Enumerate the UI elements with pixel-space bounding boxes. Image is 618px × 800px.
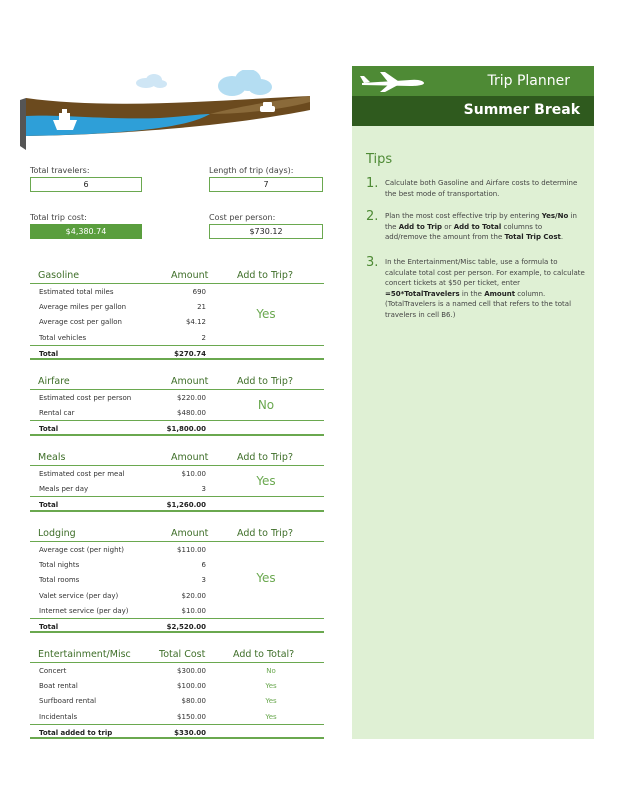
add-to-total-value[interactable]: Yes bbox=[265, 697, 277, 706]
tip-text: Calculate both Gasoline and Airfare costs to determine the best mode of transportation. bbox=[385, 179, 578, 198]
row-amount[interactable]: 6 bbox=[201, 561, 206, 570]
row-amount[interactable]: 2 bbox=[201, 333, 206, 342]
row-amount[interactable]: $100.00 bbox=[177, 682, 206, 691]
trip-length-label: Length of trip (days): bbox=[209, 166, 294, 175]
tip-number: 2. bbox=[366, 209, 379, 224]
row-label: Valet service (per day) bbox=[39, 591, 119, 600]
add-to-total-value[interactable]: Yes bbox=[265, 682, 277, 691]
table-header bbox=[30, 647, 324, 663]
total-row bbox=[30, 345, 324, 360]
cost-per-person-label: Cost per person: bbox=[209, 213, 276, 222]
table-title: Meals bbox=[38, 452, 66, 463]
table-header bbox=[30, 268, 324, 284]
total-label: Total bbox=[39, 622, 59, 631]
row-amount[interactable]: $10.00 bbox=[181, 606, 206, 615]
tip-text: Plan the most cost effective trip by entering Yes/No in the Add to Trip or Add to Total columns to add/remove the amount from the Total Trip Cost. bbox=[385, 212, 577, 241]
row-amount[interactable]: $150.00 bbox=[177, 712, 206, 721]
page-title: Trip Planner bbox=[487, 73, 570, 89]
row-amount[interactable]: 690 bbox=[192, 288, 206, 296]
tip-number: 3. bbox=[366, 255, 379, 270]
amount-header: Amount bbox=[171, 528, 209, 539]
total-cost-value: $4,380.74 bbox=[30, 224, 142, 239]
total-row bbox=[30, 618, 324, 633]
add-header: Add to Trip? bbox=[237, 528, 293, 539]
gasoline-table bbox=[30, 268, 324, 360]
row-label: Estimated cost per person bbox=[39, 394, 132, 402]
row-label: Total rooms bbox=[39, 576, 80, 585]
row-amount[interactable]: 21 bbox=[197, 303, 206, 312]
amount-header: Amount bbox=[171, 270, 209, 281]
table-row bbox=[30, 709, 324, 724]
table-header bbox=[30, 450, 324, 466]
row-amount[interactable]: $10.00 bbox=[181, 470, 206, 478]
table-row bbox=[30, 284, 324, 299]
add-to-total-value[interactable]: Yes bbox=[265, 712, 277, 721]
total-travelers-label: Total travelers: bbox=[30, 166, 90, 175]
table-row bbox=[30, 678, 324, 693]
row-amount[interactable]: $220.00 bbox=[177, 394, 206, 402]
table-row bbox=[30, 693, 324, 708]
table-row bbox=[30, 330, 324, 345]
total-label: Total bbox=[39, 425, 59, 434]
add-to-total-value[interactable]: No bbox=[266, 667, 276, 675]
row-label: Average miles per gallon bbox=[39, 303, 127, 312]
total-label: Total bbox=[39, 349, 59, 358]
row-label: Rental car bbox=[39, 409, 75, 418]
table-title: Airfare bbox=[38, 376, 70, 387]
row-label: Meals per day bbox=[39, 485, 89, 494]
meals-table bbox=[30, 450, 324, 512]
table-title: Gasoline bbox=[38, 270, 80, 281]
table-row bbox=[30, 588, 324, 603]
row-label: Surfboard rental bbox=[39, 697, 97, 706]
amount-header: Total Cost bbox=[159, 649, 206, 660]
row-amount[interactable]: $300.00 bbox=[177, 667, 206, 675]
row-amount[interactable]: $110.00 bbox=[177, 546, 206, 554]
row-label: Incidentals bbox=[39, 712, 78, 721]
total-row bbox=[30, 496, 324, 511]
total-amount: $2,520.00 bbox=[166, 622, 206, 631]
entertainment-table bbox=[30, 647, 324, 739]
row-amount[interactable]: $80.00 bbox=[181, 697, 206, 706]
total-travelers-field[interactable]: 6 bbox=[30, 177, 142, 192]
amount-header: Amount bbox=[171, 376, 209, 387]
add-header: Add to Trip? bbox=[237, 376, 293, 387]
banner-illustration bbox=[20, 70, 315, 150]
cloud-icon bbox=[218, 70, 272, 96]
cloud-icon bbox=[136, 74, 167, 88]
add-to-trip-value[interactable]: Yes bbox=[256, 307, 276, 321]
add-to-trip-value[interactable]: Yes bbox=[256, 474, 276, 488]
table-title: Entertainment/Misc bbox=[38, 649, 131, 660]
total-amount: $330.00 bbox=[174, 728, 206, 737]
table-row bbox=[30, 663, 324, 678]
total-cost-label: Total trip cost: bbox=[30, 213, 87, 222]
total-label: Total bbox=[39, 501, 59, 510]
cost-per-person-value: $730.12 bbox=[209, 224, 323, 239]
row-label: Total nights bbox=[39, 561, 80, 570]
amount-header: Amount bbox=[171, 452, 209, 463]
add-to-trip-value[interactable]: Yes bbox=[256, 571, 276, 585]
tip-text: In the Entertainment/Misc table, use a formula to calculate total cost per person. For example, to calculate concert tickets at $50 per ticket, enter =50*TotalTravelers in the Amount column. (TotalTravelers is a named cell that refers to the total travelers in cell B6.) bbox=[385, 258, 585, 319]
add-header: Add to Trip? bbox=[237, 270, 293, 281]
total-row bbox=[30, 724, 324, 739]
table-header bbox=[30, 526, 324, 542]
airplane-icon bbox=[358, 71, 426, 93]
airfare-table bbox=[30, 374, 324, 436]
row-label: Average cost (per night) bbox=[39, 546, 125, 554]
table-header bbox=[30, 374, 324, 390]
add-to-trip-value[interactable]: No bbox=[257, 398, 275, 412]
row-label: Concert bbox=[39, 667, 67, 675]
row-label: Average cost per gallon bbox=[39, 318, 122, 327]
trip-length-field[interactable]: 7 bbox=[209, 177, 323, 192]
total-label: Total added to trip bbox=[39, 728, 113, 737]
table-row bbox=[30, 542, 324, 557]
add-header: Add to Total? bbox=[233, 649, 295, 660]
total-amount: $270.74 bbox=[174, 349, 206, 358]
row-amount[interactable]: 3 bbox=[201, 576, 206, 585]
tips-heading: Tips bbox=[366, 152, 393, 167]
total-amount: $1,800.00 bbox=[166, 425, 206, 434]
row-amount[interactable]: $20.00 bbox=[181, 591, 206, 600]
total-amount: $1,260.00 bbox=[166, 501, 206, 510]
row-label: Boat rental bbox=[39, 682, 78, 691]
lodging-table bbox=[30, 526, 324, 633]
row-label: Estimated cost per meal bbox=[39, 470, 125, 478]
tips-sidebar bbox=[352, 66, 594, 739]
row-label: Estimated total miles bbox=[39, 288, 114, 296]
total-row bbox=[30, 420, 324, 435]
row-amount[interactable]: $4.12 bbox=[185, 318, 206, 327]
row-amount[interactable]: $480.00 bbox=[177, 409, 206, 418]
row-label: Total vehicles bbox=[39, 333, 87, 342]
add-header: Add to Trip? bbox=[237, 452, 293, 463]
tip-number: 1. bbox=[366, 176, 379, 191]
table-title: Lodging bbox=[38, 528, 76, 539]
row-amount[interactable]: 3 bbox=[201, 485, 206, 494]
page-subtitle: Summer Break bbox=[463, 102, 580, 118]
table-row bbox=[30, 603, 324, 618]
row-label: Internet service (per day) bbox=[39, 606, 129, 615]
